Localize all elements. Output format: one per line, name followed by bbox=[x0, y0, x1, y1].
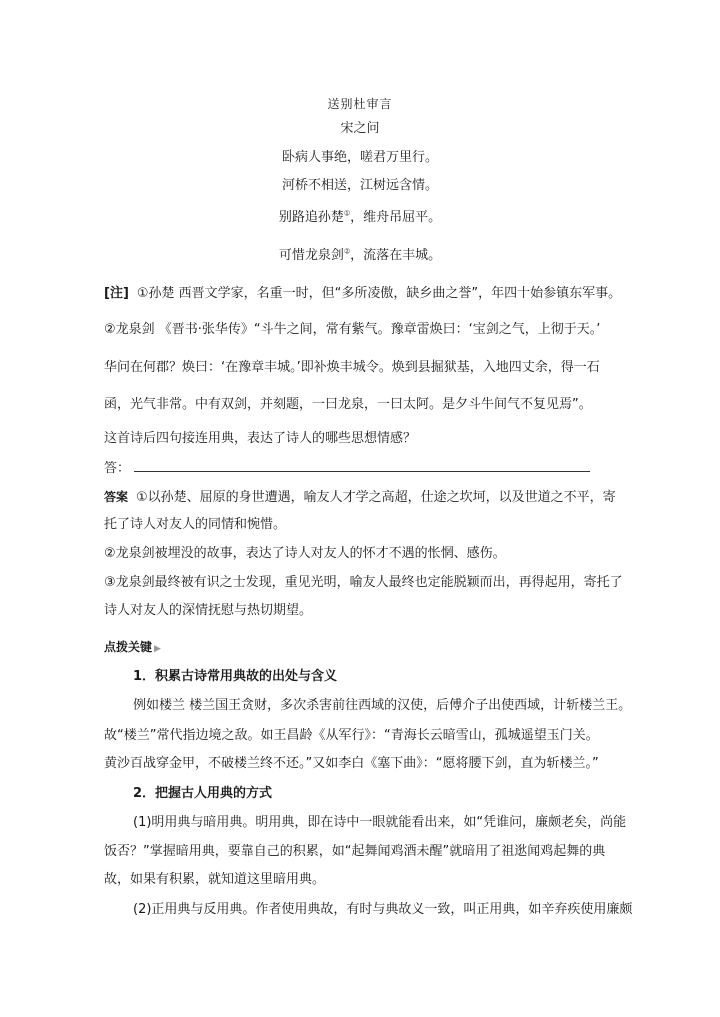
poem-title: 送别杜审言 bbox=[327, 97, 393, 111]
answer-line-4: ③龙泉剑最终被有识之士发现，重见光明，喻友人最终也定能脱颖而出，再得起用，寄托了 bbox=[104, 575, 623, 590]
footnote-marker-1: ① bbox=[343, 209, 351, 218]
section-1-line-3: 黄沙百战穿金甲，不破楼兰终不还。”又如李白《塞下曲》：“愿将腰下剑，直为斩楼兰。” bbox=[104, 756, 599, 771]
section-2-line-2: 饭否？”掌握暗用典，要靠自己的积累，如“起舞闻鸡酒未醒”就暗用了祖逖闻鸡起舞的典 bbox=[104, 844, 606, 859]
section-1-line-2: 故“楼兰”常代指边境之敌。如王昌龄《从军行》：“青海长云暗雪山，孤城遥望玉门关。 bbox=[104, 728, 599, 743]
answer-line-5: 诗人对友人的深情抚慰与热切期望。 bbox=[104, 603, 313, 618]
answer-line-3: ②龙泉剑被埋没的故事，表达了诗人对友人的怀才不遇的怅惘、感伤。 bbox=[104, 546, 506, 561]
answer-line-1 bbox=[104, 489, 616, 506]
key-points-header bbox=[104, 639, 161, 657]
footnote-marker-2: ② bbox=[343, 247, 351, 256]
poem-line-3-text-end: ，维舟吊屈平。 bbox=[350, 210, 442, 225]
section-2-line-4: (2)正用典与反用典。作者使用典故，有时与典故义一致，叫正用典，如辛弃疾使用廉颇 bbox=[133, 902, 633, 917]
answer-label: 答案 bbox=[104, 490, 129, 504]
section-2-heading: 2．把握古人用典的方式 bbox=[133, 786, 273, 801]
note-line-2: ②龙泉剑 《晋书·张华传》“斗牛之间，常有紫气。豫章雷焕曰：‘宝剑之气，上彻于天。’ bbox=[104, 322, 601, 337]
poem-line-3-text: 别路追孙楚 bbox=[278, 210, 344, 225]
answer-prompt-row bbox=[104, 459, 590, 477]
key-points-label: 点拨关键 bbox=[104, 640, 153, 654]
section-2-line-1: (1)明用典与暗用典。明用典，即在诗中一眼就能看出来，如“凭谁问，廉颇老矣，尚能 bbox=[133, 815, 627, 830]
poem-line-4-text-end: ，流落在丰城。 bbox=[350, 248, 442, 263]
section-1-line-1: 例如楼兰 楼兰国王贪财，多次杀害前往西域的汉使，后傅介子出使西域，计斩楼兰王。 bbox=[133, 698, 632, 713]
poem-line-3 bbox=[0, 210, 720, 226]
answer-line-2: 托了诗人对友人的同情和惋惜。 bbox=[104, 517, 287, 532]
answer-text-1: ①以孙楚、屈原的身世遭遇，喻友人才学之高超，仕途之坎坷，以及世道之不平，寄 bbox=[136, 490, 616, 505]
note-line-1 bbox=[104, 286, 621, 302]
poem-line-2: 河桥不相送，江树远含情。 bbox=[281, 178, 438, 193]
section-2-line-3: 故，如果有积累，就知道这里暗用典。 bbox=[104, 872, 326, 887]
note-line-4: 函，光气非常。中有双剑，并刻题，一曰龙泉，一曰太阿。是夕斗牛间气不复见焉”。 bbox=[104, 397, 592, 412]
answer-prompt: 答： bbox=[104, 461, 131, 476]
poem-author: 宋之问 bbox=[340, 121, 380, 136]
answer-blank-line bbox=[134, 459, 590, 472]
section-1-heading: 1．积累古诗常用典故的出处与含义 bbox=[133, 669, 338, 684]
question-text: 这首诗后四句接连用典，表达了诗人的哪些思想情感？ bbox=[104, 431, 417, 446]
poem-line-4-text: 可惜龙泉剑 bbox=[278, 248, 344, 263]
poem-line-1: 卧病人事绝，嗟君万里行。 bbox=[281, 150, 438, 165]
note-text-1: ①孙楚 西晋文学家，名重一时，但“多所凌傲，缺乡曲之誉”，年四十始参镇东军事。 bbox=[136, 286, 622, 301]
poem-line-4 bbox=[0, 248, 720, 264]
note-label: [注] bbox=[104, 286, 129, 301]
triangle-right-icon: ▶ bbox=[154, 644, 161, 654]
note-line-3: 华问在何郡？焕曰：‘在豫章丰城。’即补焕丰城令。焕到县掘狱基，入地四丈余，得一石 bbox=[104, 360, 600, 375]
